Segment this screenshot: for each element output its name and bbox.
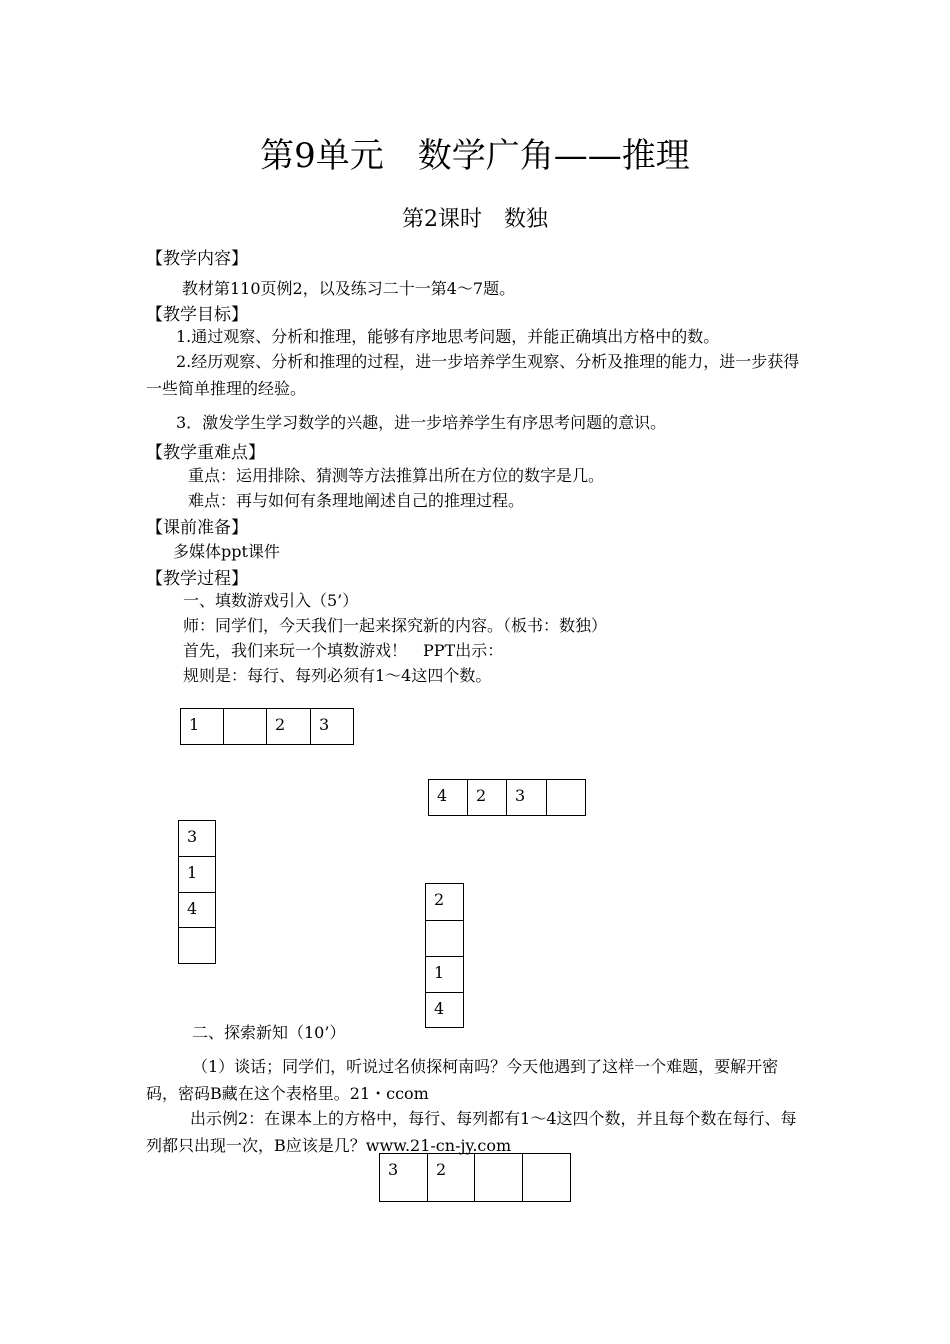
goal-2: 2.经历观察、分析和推理的过程，进一步培养学生观察、分析及推理的能力，进一步获得一些简单推理的经验。 [146,352,800,398]
lesson-subtitle: 第2课时 数独 [402,207,548,232]
grid-cell[interactable]: 2 [426,884,464,921]
prep-heading: 【课前准备】 [146,518,248,538]
key-heading: 【教学重难点】 [146,443,265,463]
puzzle-row-grid-2 [428,779,586,816]
grid-cell[interactable] [475,1154,523,1202]
example-grid [379,1153,571,1202]
section-2-heading: 二、探索新知（10’） [192,1023,346,1042]
grid-cell[interactable]: 3 [311,709,354,745]
rule-line: 规则是：每行、每列必须有1～4这四个数。 [183,666,492,685]
section-1-heading: 一、填数游戏引入（5’） [183,591,359,610]
grid-cell[interactable]: 3 [507,780,547,816]
grid-cell[interactable] [179,928,216,964]
prep-text: 多媒体ppt课件 [173,542,280,561]
grid-cell[interactable]: 2 [428,1154,475,1202]
key-point: 重点：运用排除、猜测等方法推算出所在方位的数字是几。 [188,466,605,485]
goals-heading: 【教学目标】 [146,305,248,325]
content-text: 教材第110页例2，以及练习二十一第4～7题。 [182,279,516,298]
difficult-point: 难点：再与如何有条理地阐述自己的推理过程。 [188,491,525,510]
puzzle-column-grid-1 [178,820,216,964]
grid-cell[interactable] [426,921,464,957]
grid-cell[interactable] [224,709,267,745]
grid-cell[interactable]: 1 [426,957,464,993]
grid-cell[interactable]: 4 [426,993,464,1028]
grid-cell[interactable]: 3 [179,821,216,857]
first-line: 首先，我们来玩一个填数游戏！ PPT出示： [183,641,504,660]
process-heading: 【教学过程】 [146,569,248,589]
talk-text: （1）谈话；同学们，听说过名侦探柯南吗？今天他遇到了这样一个难题，要解开密码，密码B藏在这个表格里。21・ccom [146,1057,779,1103]
grid-cell[interactable]: 2 [267,709,311,745]
teacher-line: 师：同学们，今天我们一起来探究新的内容。（板书：数独） [183,616,608,635]
page-title: 第9单元 数学广角——推理 [260,136,690,176]
puzzle-row-grid-1 [180,708,354,745]
grid-cell[interactable]: 3 [380,1154,428,1202]
grid-cell[interactable]: 4 [429,780,468,816]
grid-cell[interactable]: 2 [468,780,507,816]
grid-cell[interactable]: 1 [181,709,224,745]
grid-cell[interactable]: 1 [179,857,216,893]
grid-cell[interactable] [523,1154,571,1202]
goal-1: 1.通过观察、分析和推理，能够有序地思考问题，并能正确填出方格中的数。 [176,327,720,346]
goal-3: 3．激发学生学习数学的兴趣，进一步培养学生有序思考问题的意识。 [176,413,667,432]
content-heading: 【教学内容】 [146,249,248,269]
grid-cell[interactable] [547,780,586,816]
example-text: 出示例2：在课本上的方格中，每行、每列都有1～4这四个数，并且每个数在每行、每列都只出现一次，B应该是几？www.21-cn-jy.com [146,1109,797,1155]
grid-cell[interactable]: 4 [179,893,216,928]
puzzle-column-grid-2 [425,883,464,1028]
